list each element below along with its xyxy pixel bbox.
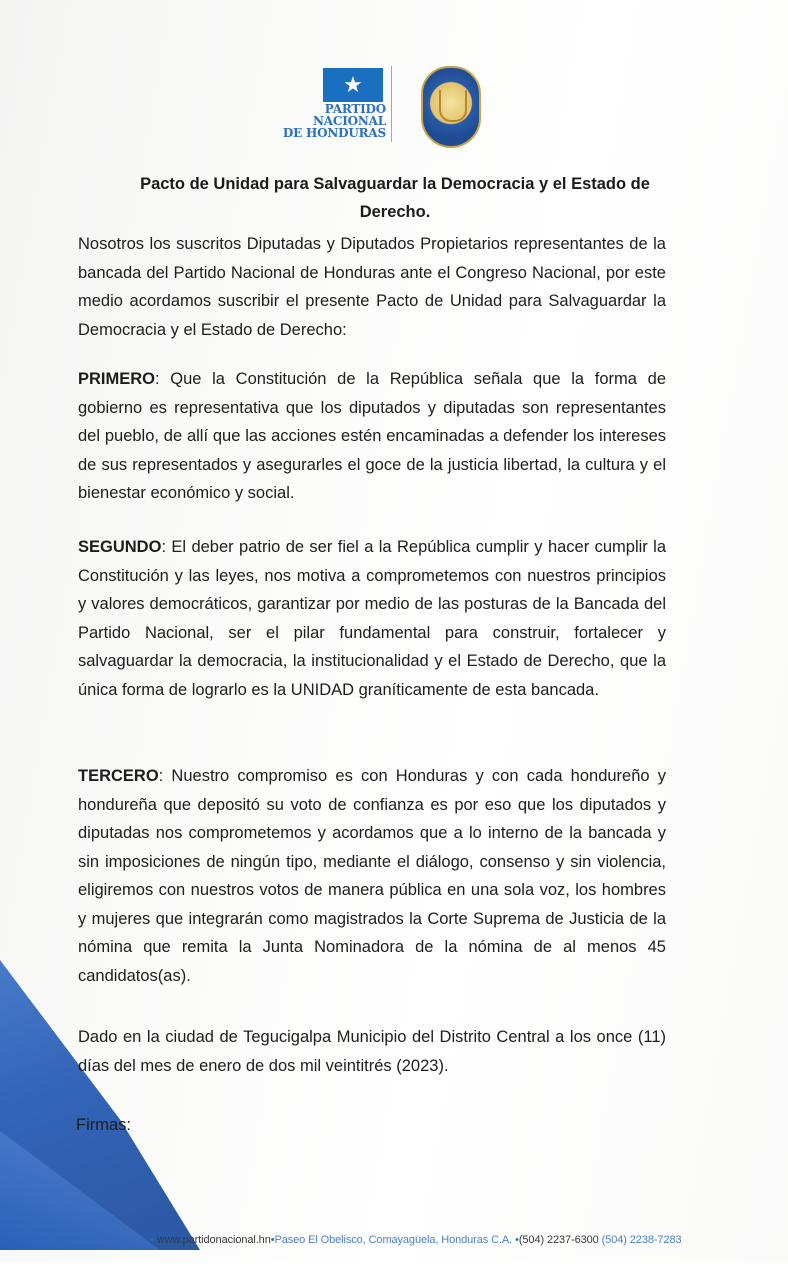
clause-tercero	[78, 762, 666, 990]
clause-label: PRIMERO	[78, 370, 156, 388]
footer-phone-2: (504) 2238-7283	[601, 1234, 682, 1246]
footer-address: Paseo El Obelisco, Comayagüela, Honduras C.A.	[274, 1234, 513, 1246]
footer-website-link[interactable]: www.partidonacional.hn	[156, 1234, 271, 1246]
page-footer	[150, 1234, 682, 1246]
footer-bullet: •	[150, 1234, 154, 1246]
clause-text: : Nuestro compromiso es con Honduras y con cada hondureño y hondureña que depositó su voto de confianza es por eso que los diputados y diputadas nos comprometemos y acordamos que a lo interno de la bancada y sin imposiciones de ningún tipo, mediante el diálogo, consenso y sin violencia, eligiremos con nuestros votos de manera pública en una sola voz, los hombres y mujeres que integrarán como magistrados la Corte Suprema de Justicia de la nómina que remita la Junta Nominadora de la nómina de al menos 45 candidatos(as).	[78, 767, 666, 985]
footer-bullet: •	[270, 1234, 275, 1246]
clause-text: : El deber patrio de ser fiel a la República cumplir y hacer cumplir la Constitución y las leyes, nos motiva a comprometemos con nuestros principios y valores democráticos, garantizar por medio de las posturas de la Bancada del Partido Nacional, ser el pilar fundamental para construir, fortalecer y salvaguardar la democracia, la institucionalidad y el Estado de Derecho, que la única forma de lograrlo es la UNIDAD graníticamente de esta bancada.	[78, 538, 666, 699]
party-name-line2: NACIONAL	[312, 114, 386, 128]
page-bottom-margin	[0, 1262, 788, 1280]
congress-seal-icon	[421, 66, 481, 148]
clause-segundo	[78, 533, 666, 704]
closing-paragraph: Dado en la ciudad de Tegucigalpa Municipio del Distrito Central a los once (11) días del mes de enero de dos mil veintitrés (2023).	[78, 1028, 666, 1075]
document-title: Pacto de Unidad para Salvaguardar la Democracia y el Estado de Derecho.	[140, 175, 650, 221]
clause-text: : Que la Constitución de la República señala que la forma de gobierno es representativa que los diputados y diputadas son representantes del pueblo, de allí que las acciones estén encaminadas a defender los intereses de sus representados y asegurarles el goce de la justicia libertad, la cultura y el bienestar económico y social.	[78, 370, 666, 502]
party-name-line3: DE HONDURAS	[282, 126, 386, 140]
seal-shield	[439, 90, 467, 122]
footer-bullet: •	[515, 1234, 519, 1246]
clause-primero	[78, 365, 666, 508]
party-flag-logo	[323, 68, 383, 102]
party-name-logo	[282, 103, 386, 139]
clause-label: TERCERO	[78, 767, 159, 785]
star-icon: ★	[343, 72, 363, 97]
footer-phone-1: (504) 2237-6300	[518, 1234, 599, 1246]
logo-divider	[391, 66, 392, 142]
clause-label: SEGUNDO	[78, 538, 162, 556]
intro-paragraph: Nosotros los suscritos Diputadas y Diputados Propietarios representantes de la bancada del Partido Nacional de Honduras ante el Congreso Nacional, por este medio acordamos suscribir el presente Pacto de Unidad para Salvaguardar la Democracia y el Estado de Derecho:	[78, 235, 666, 339]
party-name-line1: PARTIDO	[324, 102, 386, 116]
signatures-label: Firmas:	[76, 1116, 131, 1134]
